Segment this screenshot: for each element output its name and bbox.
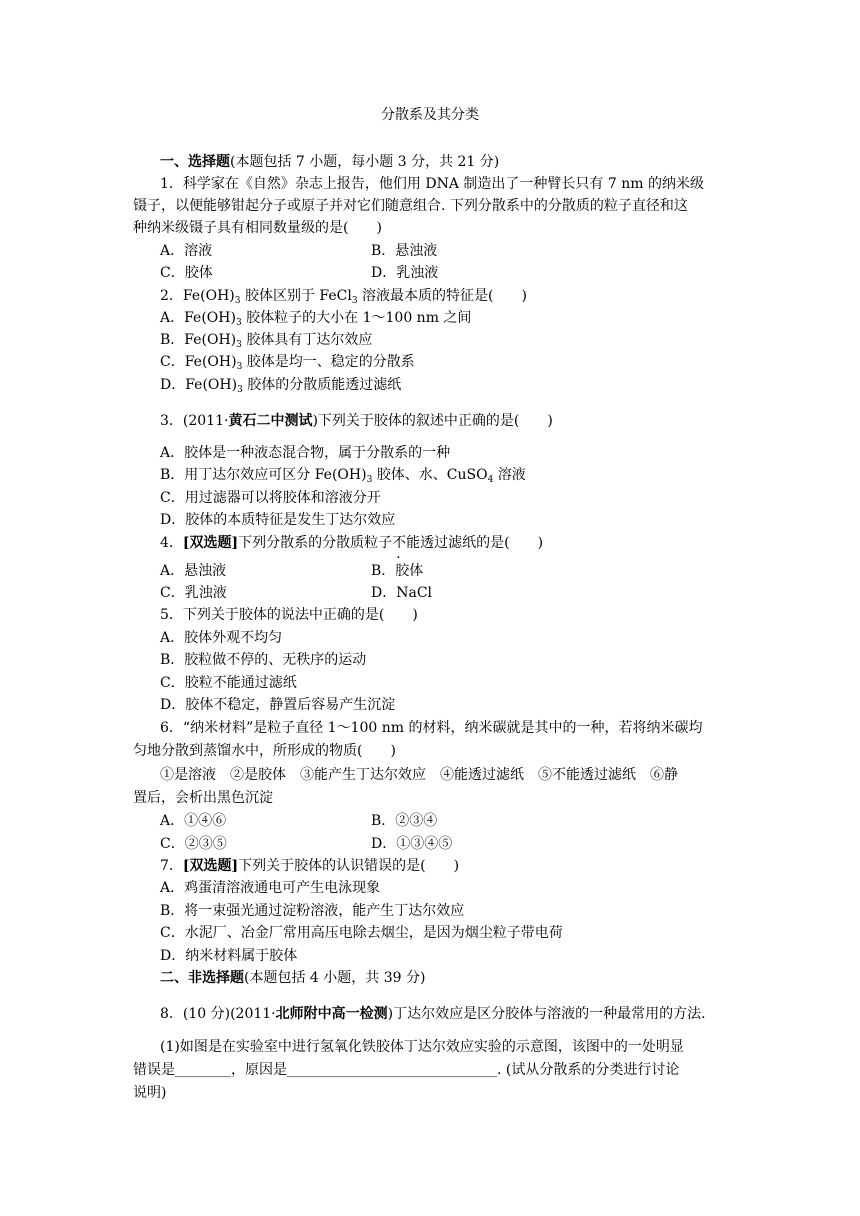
- q8-text: . (试从分散系的分类进行讨论: [497, 1062, 680, 1078]
- q3-num: 3．(2011·: [160, 413, 229, 429]
- answer-blank-2: ______________________________: [287, 1062, 497, 1078]
- section1-heading: 一、选择题: [160, 154, 230, 170]
- q6-option-a: A．①④⑥: [160, 813, 227, 829]
- q8-source: 北师附中高一检测: [275, 1006, 388, 1022]
- q2-stem-part: 2．Fe(OH): [160, 288, 235, 304]
- q2-d-part: 胶体的分散质能透过滤纸: [242, 377, 402, 393]
- q6-line4: 置后，会析出黑色沉淀: [133, 790, 273, 806]
- q2-option-c: [160, 352, 415, 377]
- q4-option-c: C．乳浊液: [160, 585, 227, 601]
- q4-option-a: A．悬浊液: [160, 563, 227, 579]
- q8-num: 8．(10 分)(2011·: [160, 1006, 276, 1022]
- q8-rest: )丁达尔效应是区分胶体与溶液的一种最常用的方法.: [387, 1006, 706, 1022]
- q4-num: 4．: [160, 535, 183, 551]
- q3-option-a: A．胶体是一种液态混合物，属于分散系的一种: [160, 445, 451, 461]
- q5-option-d: D．胶体不稳定，静置后容易产生沉淀: [160, 697, 396, 713]
- q2-d-part: D．Fe(OH): [160, 377, 238, 393]
- q2-a-part: 胶体粒子的大小在 1～100 nm 之间: [241, 310, 472, 326]
- q4-stem: [160, 533, 543, 553]
- q8-text: ，原因是: [231, 1062, 287, 1078]
- q3-b-part: B．用丁达尔效应可区分 Fe(OH): [160, 467, 367, 483]
- q6-option-d: D．①③④⑤: [371, 836, 453, 852]
- q2-option-d: [160, 375, 401, 400]
- q2-d-sub: 3: [237, 385, 243, 395]
- answer-blank-1: ________: [175, 1062, 231, 1078]
- q2-stem-sub: 3: [351, 296, 358, 306]
- q6-option-c: C．②③⑤: [160, 836, 227, 852]
- q2-c-part: 胶体是均一、稳定的分散系: [242, 354, 415, 370]
- q3-stem: [160, 411, 553, 431]
- q7-option-b: B．将一束强光通过淀粉溶液，能产生丁达尔效应: [160, 903, 465, 919]
- q2-b-part: B．Fe(OH): [160, 332, 237, 348]
- q6-option-b: B．②③④: [371, 813, 438, 829]
- q7-option-c: C．水泥厂、冶金厂常用高压电除去烟尘，是因为烟尘粒子带电荷: [160, 925, 563, 941]
- q6-line2: 匀地分散到蒸馏水中，所形成的物质( ): [133, 743, 396, 759]
- q4-option-d: D．NaCl: [371, 585, 433, 601]
- q2-c-part: C．Fe(OH): [160, 354, 237, 370]
- q8-part1-line1: (1)如图是在实验室中进行氢氧化铁胶体丁达尔效应实验的示意图，该图中的一处明显: [160, 1039, 684, 1055]
- section2-header: [160, 968, 425, 988]
- q2-b-part: 胶体具有丁达尔效应: [241, 332, 373, 348]
- q3-b-sub: 3: [366, 475, 373, 485]
- section1-desc: (本题包括 7 小题，每小题 3 分，共 21 分): [230, 154, 500, 170]
- q1-option-c: C．胶体: [160, 265, 213, 281]
- q5-option-a: A．胶体外观不均匀: [160, 630, 283, 646]
- q4-rest: 下列分散系的分散质粒子: [238, 535, 393, 551]
- q3-b-part: 胶体、水、CuSO: [372, 467, 488, 483]
- q7-option-d: D．纳米材料属于胶体: [160, 948, 298, 964]
- q1-option-b: B．悬浊液: [371, 243, 438, 259]
- q2-stem-sub: 3: [234, 296, 241, 306]
- q8-stem: [160, 1004, 706, 1024]
- q7-stem: [160, 856, 459, 876]
- q1-option-d: D．乳浊液: [371, 265, 439, 281]
- q1-line2: 镊子，以便能够钳起分子或原子并对它们随意组合. 下列分散系中的分散质的粒子直径和这: [133, 198, 688, 214]
- q5-option-b: B．胶粒做不停的、无秩序的运动: [160, 652, 367, 668]
- q2-stem-part: 胶体区别于 FeCl: [240, 288, 352, 304]
- q2-a-sub: 3: [235, 318, 242, 328]
- section2-desc: (本题包括 4 小题，共 39 分): [244, 970, 426, 986]
- q3-option-d: D．胶体的本质特征是发生丁达尔效应: [160, 512, 396, 528]
- q2-c-sub: 3: [236, 362, 243, 372]
- q3-option-b: [160, 465, 526, 490]
- q4-rest: 能透过滤纸的是( ): [406, 535, 544, 551]
- q3-option-c: C．用过滤器可以将胶体和溶液分开: [160, 490, 381, 506]
- q5-stem: 5．下列关于胶体的说法中正确的是( ): [160, 607, 418, 623]
- q1-line3: 种纳米级镊子具有相同数量级的是( ): [133, 220, 382, 236]
- q3-b-part: 溶液: [493, 467, 526, 483]
- section1-header: [160, 152, 499, 172]
- q3-source: 黄石二中测试: [228, 413, 313, 429]
- q7-tag: [双选题]: [182, 858, 239, 874]
- q7-num: 7．: [160, 858, 183, 874]
- q2-stem-part: 溶液最本质的特征是( ): [357, 288, 527, 304]
- q4-option-b: B．胶体: [371, 563, 424, 579]
- q5-option-c: C．胶粒不能通过滤纸: [160, 675, 297, 691]
- page-title: 分散系及其分类: [381, 107, 479, 123]
- q8-text: 错误是: [133, 1062, 175, 1078]
- q2-a-part: A．Fe(OH): [160, 310, 236, 326]
- q1-line1: 1．科学家在《自然》杂志上报告，他们用 DNA 制造出了一种臂长只有 7 nm 的纳米级: [160, 176, 704, 192]
- section2-heading: 二、非选择题: [160, 970, 244, 986]
- q6-line1: 6．“纳米材料”是粒子直径 1～100 nm 的材料，纳米碳就是其中的一种，若将纳米碳均: [160, 720, 703, 736]
- q2-b-sub: 3: [236, 340, 242, 350]
- q3-b-sub: 4: [487, 475, 494, 485]
- q1-option-a: A．溶液: [160, 243, 213, 259]
- q4-tag: [双选题]: [182, 535, 239, 551]
- q8-part1-line2: [133, 1060, 679, 1080]
- q4-emphasis: 不: [392, 535, 407, 551]
- q3-rest: )下列关于胶体的叙述中正确的是( ): [312, 413, 553, 429]
- q7-rest: 下列关于胶体的认识错误的是( ): [238, 858, 460, 874]
- q6-line3: ①是溶液 ②是胶体 ③能产生丁达尔效应 ④能透过滤纸 ⑤不能透过滤纸 ⑥静: [160, 767, 678, 783]
- q7-option-a: A．鸡蛋清溶液通电可产生电泳现象: [160, 880, 381, 896]
- q8-part1-line3: 说明): [133, 1085, 167, 1101]
